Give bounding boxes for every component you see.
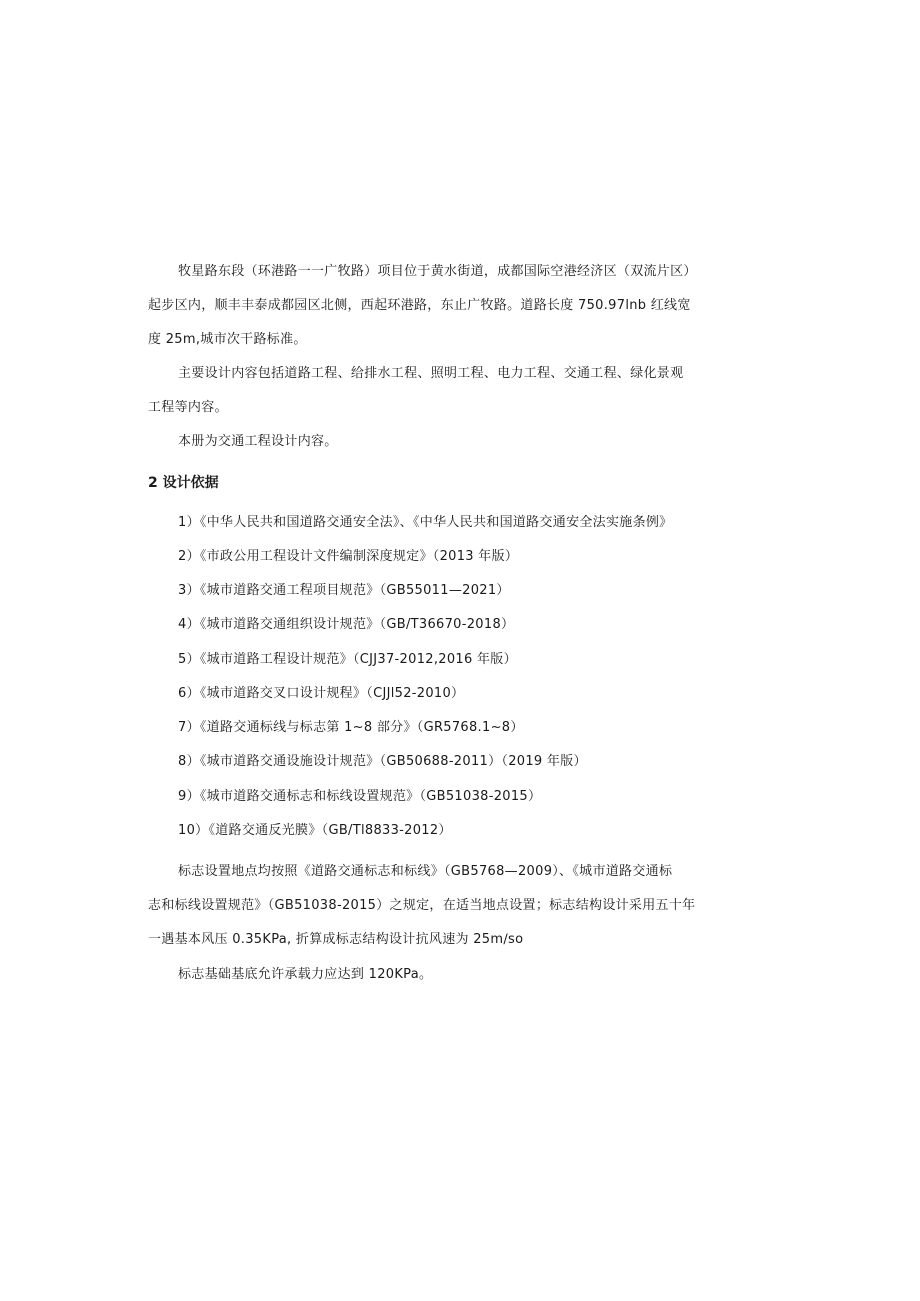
reference-item-1: 1）《中华人民共和国道路交通安全法》、《中华人民共和国道路交通安全法实施条例》 bbox=[178, 515, 673, 530]
intro-paragraph-1-line-2: 起步区内，顺丰丰泰成都园区北侧，西起环港路，东止广牧路。道路长度 750.97lnb 红线宽 bbox=[148, 298, 691, 313]
reference-item-7: 7）《道路交通标线与标志第 1~8 部分》（GR5768.1~8） bbox=[178, 720, 524, 735]
reference-item-8: 8）《城市道路交通设施设计规范》（GB50688-2011）（2019 年版） bbox=[178, 754, 587, 769]
reference-item-3: 3）《城市道路交通工程项目规范》（GB55011—2021） bbox=[178, 583, 510, 598]
reference-item-6: 6）《城市道路交叉口设计规程》（CJJl52-2010） bbox=[178, 686, 465, 701]
closing-paragraph-1-line-3: 一遇基本风压 0.35KPa, 折算成标志结构设计抗风速为 25m∕so bbox=[148, 932, 524, 947]
reference-item-5: 5）《城市道路工程设计规范》（CJJ37-2012,2016 年版） bbox=[178, 652, 517, 667]
reference-item-10: 10）《道路交通反光膜》（GB/Tl8833-2012） bbox=[178, 823, 452, 838]
reference-item-4: 4）《城市道路交通组织设计规范》（GB/T36670-2018） bbox=[178, 617, 515, 632]
reference-item-9: 9）《城市道路交通标志和标线设置规范》（GB51038-2015） bbox=[178, 789, 542, 804]
closing-paragraph-1-line-2: 志和标线设置规范》（GB51038-2015）之规定，在适当地点设置；标志结构设计采用五十年 bbox=[148, 898, 696, 913]
intro-paragraph-2-line-1: 主要设计内容包括道路工程、给排水工程、照明工程、电力工程、交通工程、绿化景观 bbox=[178, 366, 684, 381]
section-heading-design-basis: 2 设计依据 bbox=[148, 475, 219, 491]
intro-paragraph-1-line-3: 度 25m,城市次干路标准。 bbox=[148, 332, 307, 347]
intro-paragraph-1-line-1: 牧星路东段（环港路一一广牧路）项目位于黄水街道，成都国际空港经济区（双流片区） bbox=[178, 264, 697, 279]
intro-paragraph-3: 本册为交通工程设计内容。 bbox=[178, 434, 338, 449]
reference-item-2: 2）《市政公用工程设计文件编制深度规定》（2013 年版） bbox=[178, 549, 519, 564]
closing-paragraph-1-line-1: 标志设置地点均按照《道路交通标志和标线》（GB5768—2009）、《城市道路交通标 bbox=[178, 864, 673, 879]
closing-paragraph-2: 标志基础基底允许承载力应达到 120KPa。 bbox=[178, 967, 433, 982]
intro-paragraph-2-line-2: 工程等内容。 bbox=[148, 400, 228, 415]
